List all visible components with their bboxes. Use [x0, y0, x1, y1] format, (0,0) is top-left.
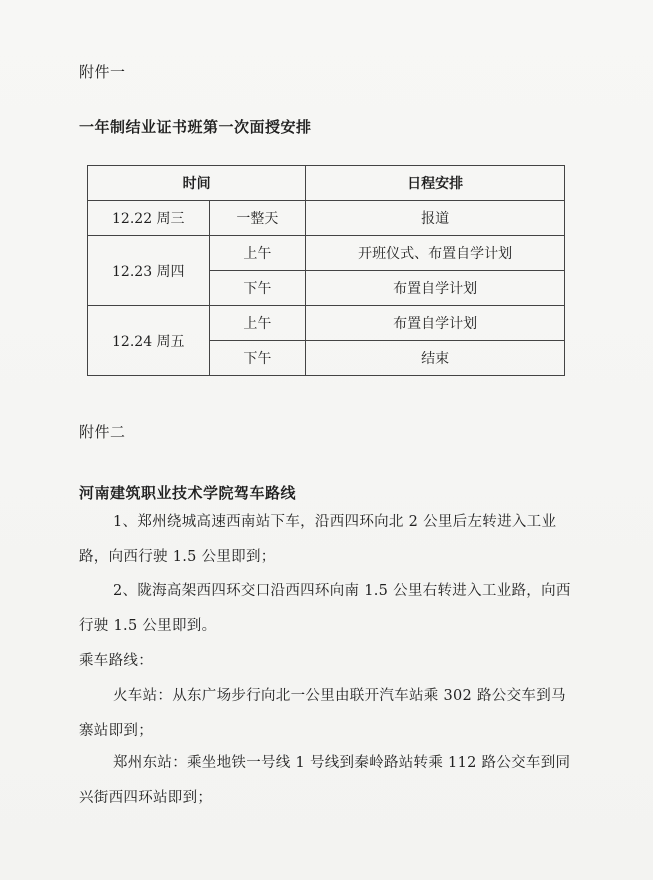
route-paragraph-1: 1、郑州绕城高速西南站下车，沿西四环向北 2 公里后左转进入工业路，向西行驶 1.5 公里即到； [79, 514, 557, 565]
table-cell-day: 12.22 周三 [88, 201, 210, 236]
table-cell-plan: 布置自学计划 [306, 306, 565, 341]
attachment2-label: 附件二 [79, 423, 126, 441]
attachment1-title: 一年制结业证书班第一次面授安排 [79, 118, 312, 136]
table-row [88, 236, 565, 271]
table-cell-plan: 开班仪式、布置自学计划 [306, 236, 565, 271]
table-cell-day: 12.24 周五 [88, 306, 210, 376]
attachment2-title: 河南建筑职业技术学院驾车路线 [79, 484, 297, 502]
attachment1-label: 附件一 [79, 63, 126, 81]
table-cell-slot: 上午 [209, 236, 306, 271]
header-time: 时间 [88, 166, 306, 201]
bus-route-paragraph-2: 郑州东站：乘坐地铁一号线 1 号线到秦岭路站转乘 112 路公交车到同兴街西四环站即到； [79, 755, 571, 806]
table-cell-slot: 上午 [209, 306, 306, 341]
route-paragraph-2: 2、陇海高架西四环交口沿西四环向南 1.5 公里右转进入工业路，向西行驶 1.5 公里即到。 [79, 583, 571, 634]
table-cell-day: 12.23 周四 [88, 236, 210, 306]
table-cell-plan: 报道 [306, 201, 565, 236]
table-cell-slot: 一整天 [209, 201, 306, 236]
table-cell-plan: 结束 [306, 341, 565, 376]
header-schedule: 日程安排 [306, 166, 565, 201]
bus-route-heading: 乘车路线： [79, 653, 153, 669]
bus-route-paragraph-1: 火车站：从东广场步行向北一公里由联开汽车站乘 302 路公交车到马寨站即到； [79, 688, 566, 739]
table-row [88, 201, 565, 236]
schedule-table [87, 165, 565, 376]
table-cell-plan: 布置自学计划 [306, 271, 565, 306]
table-cell-slot: 下午 [209, 341, 306, 376]
table-row [88, 306, 565, 341]
table-cell-slot: 下午 [209, 271, 306, 306]
table-header-row [88, 166, 565, 201]
